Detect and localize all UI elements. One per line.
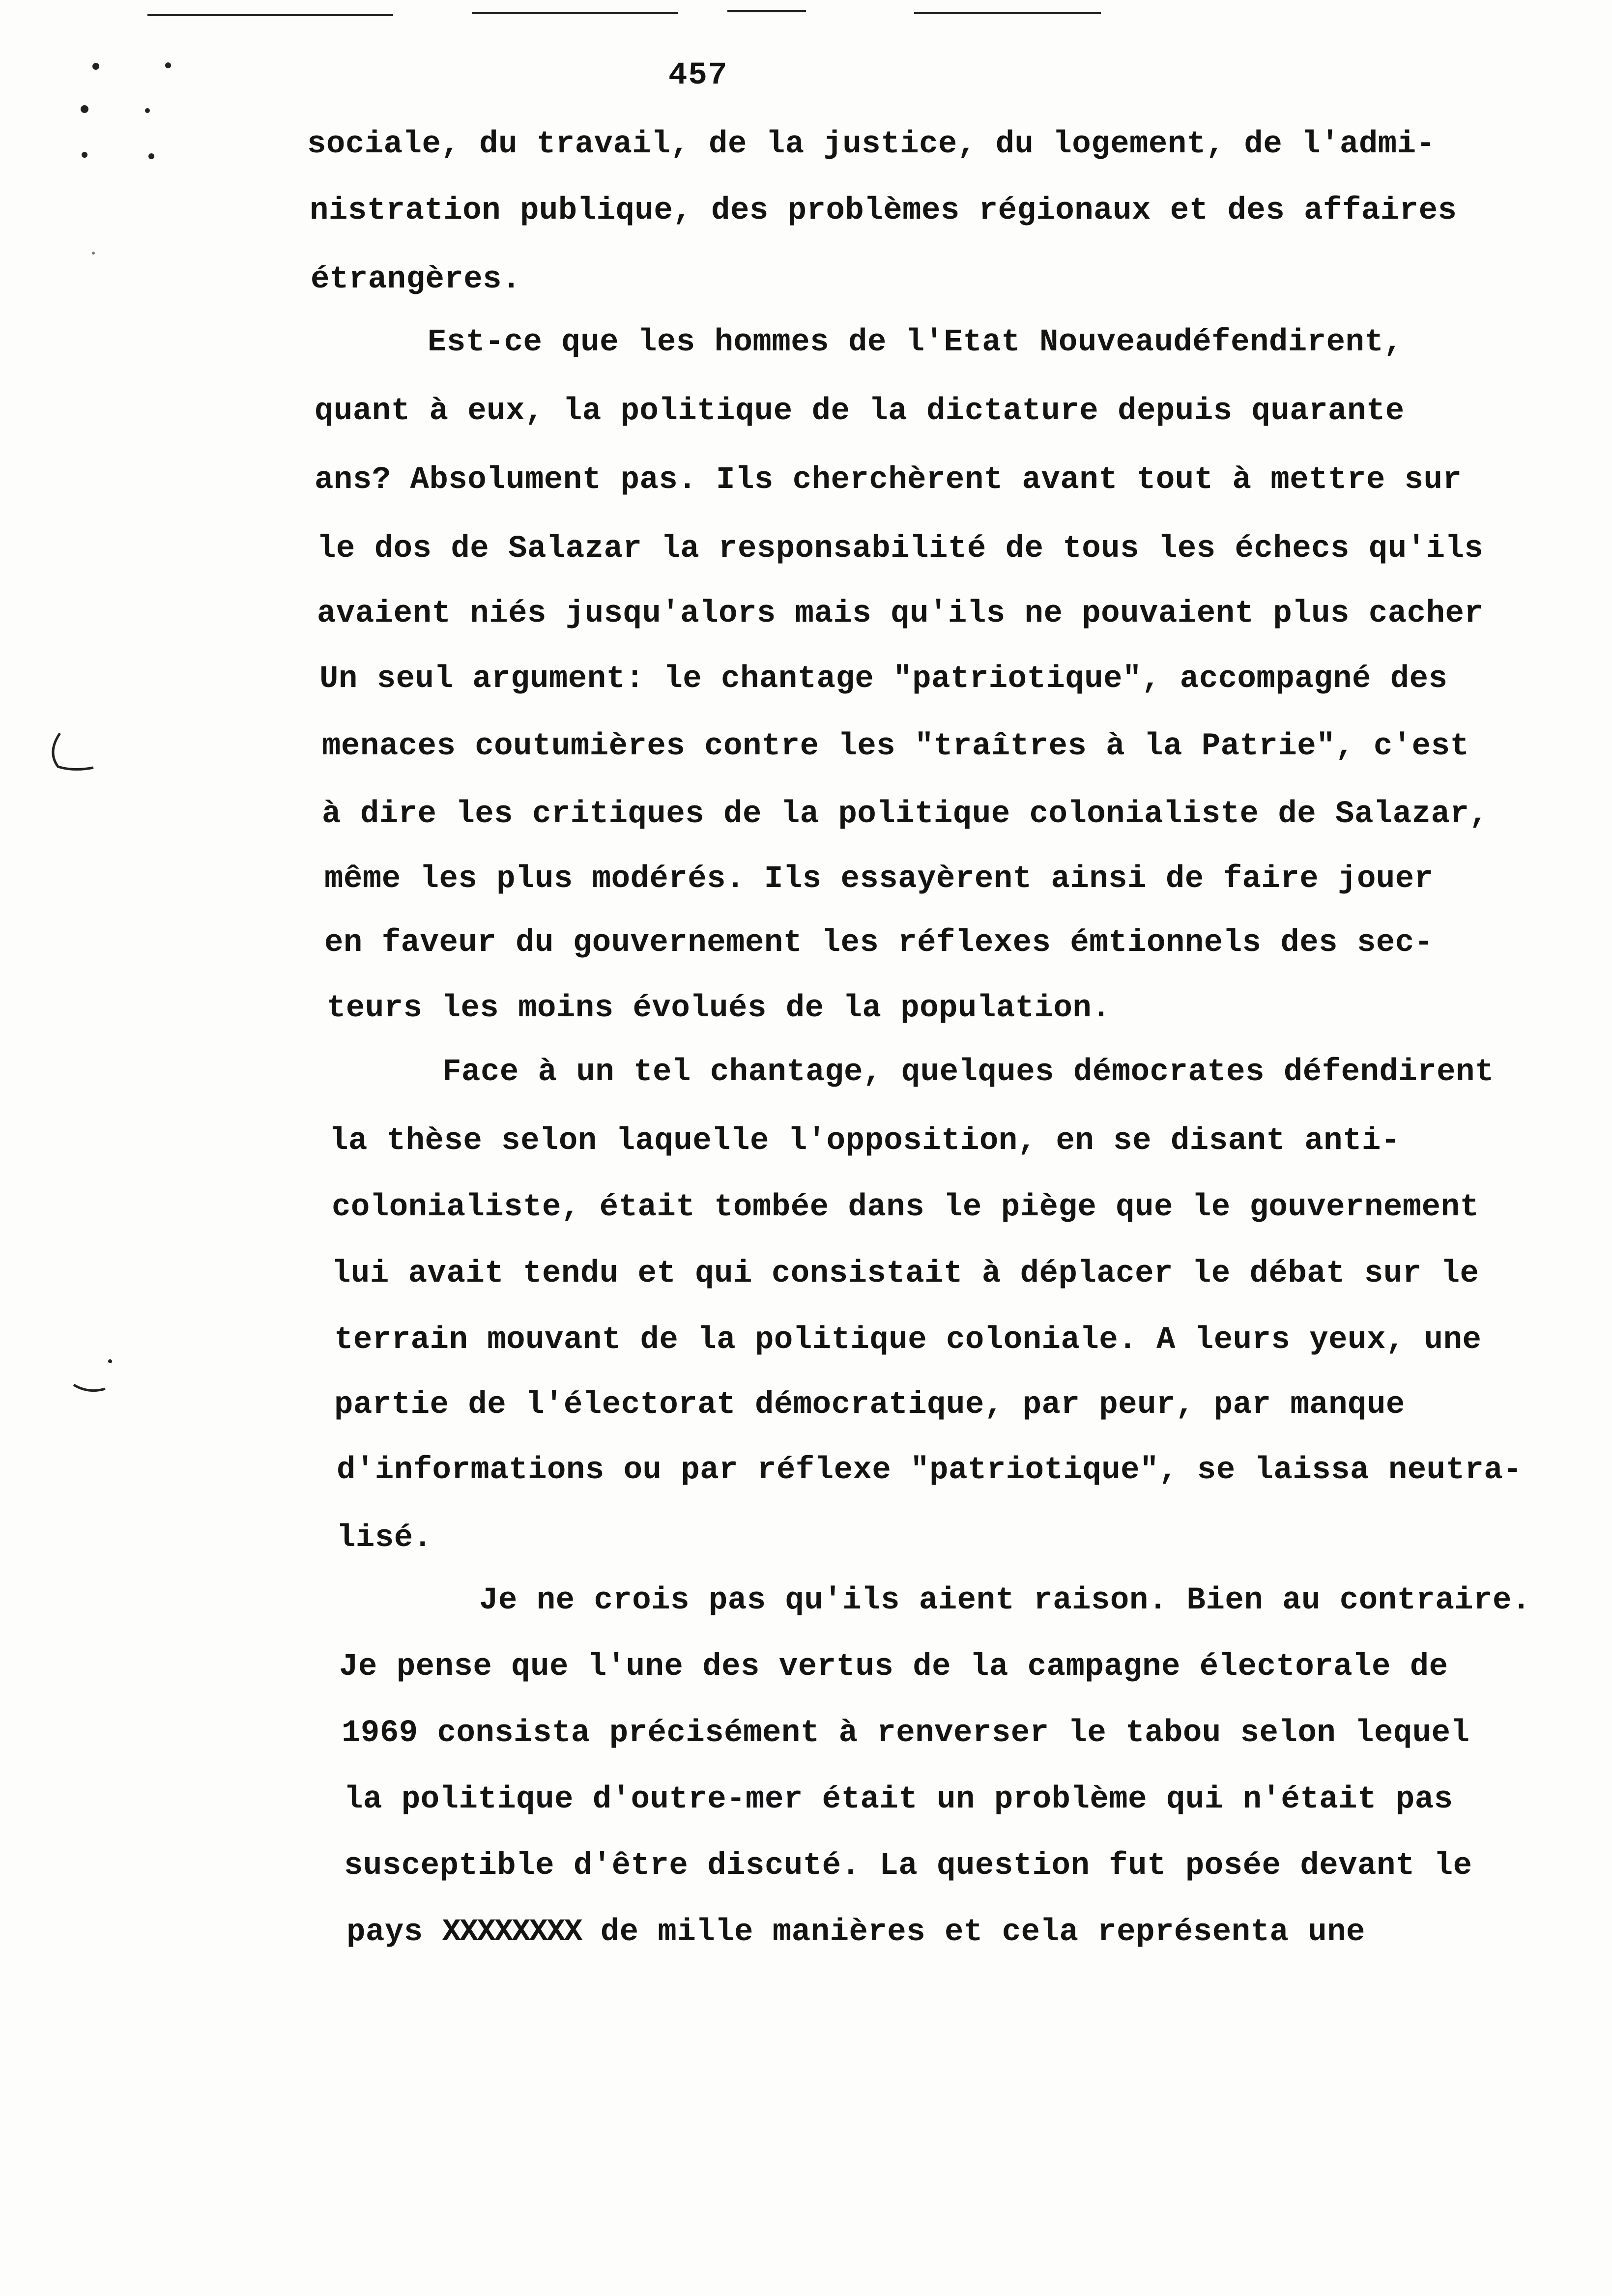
page-number: 457 bbox=[668, 58, 728, 93]
paragraph-start-line: Je ne crois pas qu'ils aient raison. Bien au contraire. bbox=[479, 1583, 1531, 1618]
body-line: avaient niés jusqu'alors mais qu'ils ne pouvaient plus cacher bbox=[317, 596, 1484, 631]
body-line: étrangères. bbox=[311, 262, 521, 297]
word-run: de mille manières et cela représenta une bbox=[600, 1915, 1365, 1950]
body-line: susceptible d'être discuté. La question fut posée devant le bbox=[344, 1848, 1472, 1884]
body-line: la thèse selon laquelle l'opposition, en se disant anti- bbox=[329, 1123, 1400, 1159]
body-line: d'informations ou par réflexe "patriotique", se laissa neutra- bbox=[337, 1453, 1523, 1488]
body-line: nistration publique, des problèmes régionaux et des affaires bbox=[310, 193, 1457, 229]
body-line: lisé. bbox=[337, 1521, 432, 1556]
body-line: teurs les moins évolués de la population. bbox=[327, 991, 1111, 1026]
word: pays bbox=[346, 1915, 423, 1950]
body-line: menaces coutumières contre les "traîtres à la Patrie", c'est bbox=[322, 729, 1469, 764]
body-line: sociale, du travail, de la justice, du logement, de l'admi- bbox=[307, 127, 1436, 162]
body-line: ans? Absolument pas. Ils cherchèrent avant tout à mettre sur bbox=[315, 462, 1462, 498]
body-line: Un seul argument: le chantage "patriotique", accompagné des bbox=[319, 661, 1448, 697]
body-line: à dire les critiques de la politique colonialiste de Salazar, bbox=[322, 797, 1489, 832]
paragraph-start-line: Est-ce que les hommes de l'Etat Nouveaudéfendirent, bbox=[428, 325, 1403, 360]
body-line: Je pense que l'une des vertus de la campagne électorale de bbox=[339, 1649, 1448, 1685]
body-line: la politique d'outre-mer était un problème qui n'était pas bbox=[344, 1782, 1453, 1817]
body-line: en faveur du gouvernement les réflexes émtionnels des sec- bbox=[324, 925, 1434, 961]
body-line: partie de l'électorat démocratique, par peur, par manque bbox=[334, 1387, 1405, 1423]
body-line: le dos de Salazar la responsabilité de tous les échecs qu'ils bbox=[317, 531, 1484, 567]
body-line: colonialiste, était tombée dans le piège que le gouvernement bbox=[332, 1190, 1479, 1225]
body-line-last bbox=[346, 1917, 1365, 1948]
body-line: même les plus modérés. Ils essayèrent ainsi de faire jouer bbox=[324, 861, 1434, 897]
body-line: lui avait tendu et qui consistait à déplacer le débat sur le bbox=[332, 1256, 1479, 1292]
struck-out-text: XXXXXXXX bbox=[442, 1915, 581, 1950]
body-line: terrain mouvant de la politique coloniale. A leurs yeux, une bbox=[334, 1322, 1482, 1358]
body-line: quant à eux, la politique de la dictature depuis quarante bbox=[315, 394, 1405, 429]
body-line: 1969 consista précisément à renverser le tabou selon lequel bbox=[342, 1716, 1470, 1751]
paragraph-start-line: Face à un tel chantage, quelques démocrates défendirent bbox=[442, 1055, 1494, 1090]
